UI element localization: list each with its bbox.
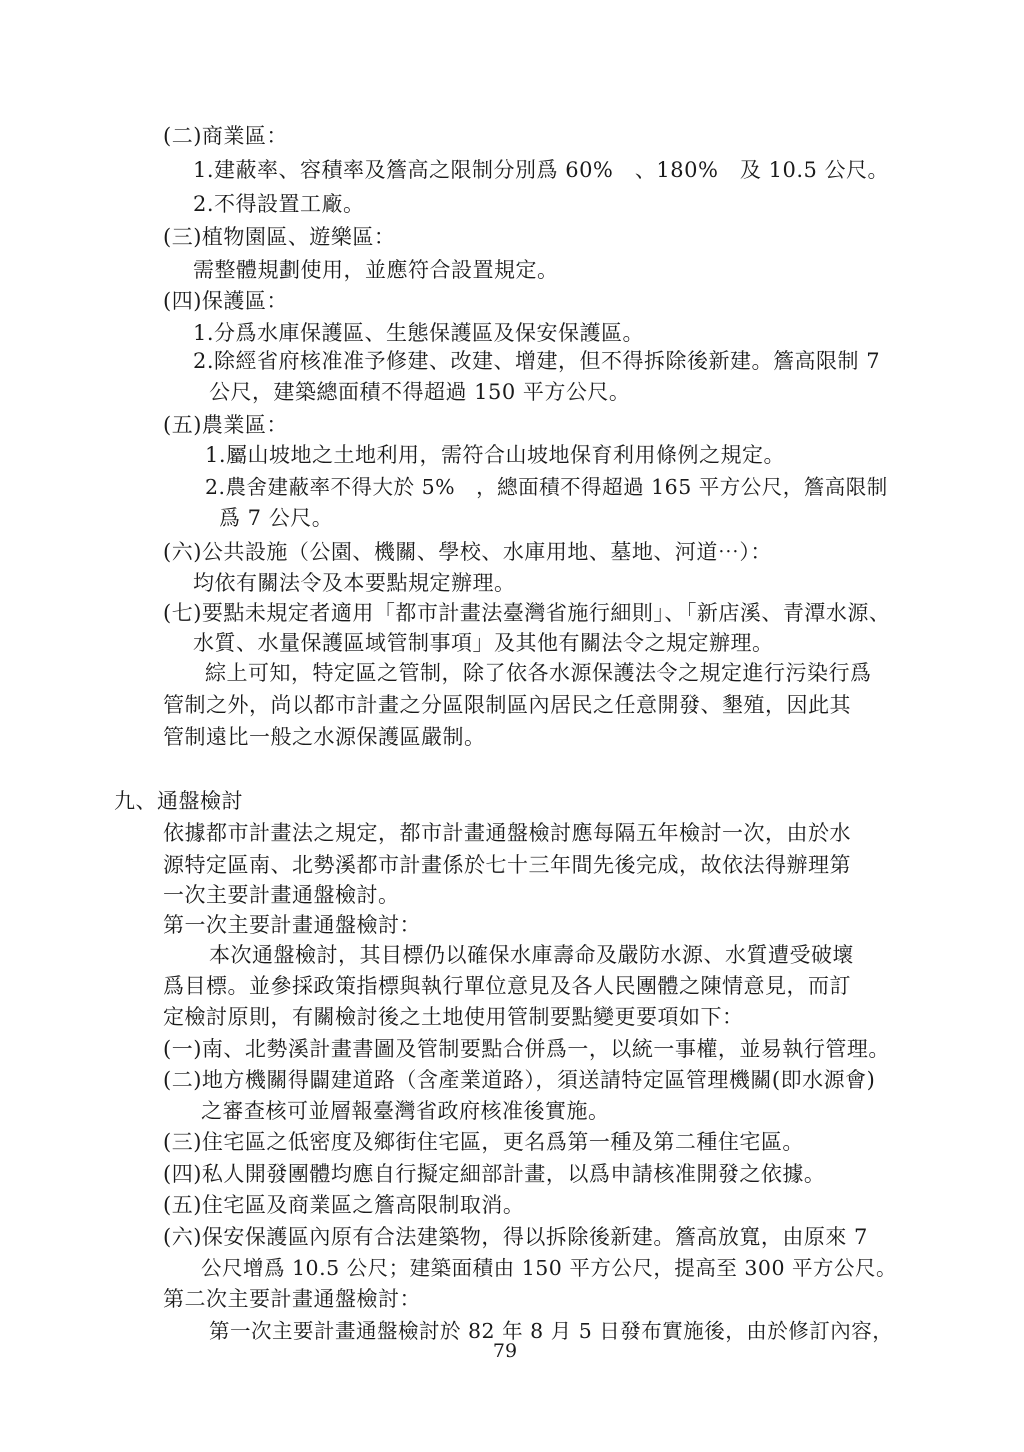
text-line: (四)保護區： [163,289,288,313]
text-line: 1.分爲水庫保護區、生態保護區及保安保護區。 [193,321,645,345]
text-line: 1.屬山坡地之土地利用，需符合山坡地保育利用條例之規定。 [205,443,786,467]
text-line: 需整體規劃使用，並應符合設置規定。 [193,258,559,282]
text-line: 2.不得設置工廠。 [193,192,365,216]
text-line: 第二次主要計畫通盤檢討： [163,1287,421,1311]
text-line: 1.建蔽率、容積率及簷高之限制分別爲 60% 、180% 及 10.5 公尺。 [193,158,890,182]
text-line: (五)住宅區及商業區之簷高限制取消。 [163,1193,525,1217]
text-line: (六)保安保護區內原有合法建築物，得以拆除後新建。簷高放寬，由原來 7 [163,1225,868,1249]
text-line: (二)地方機關得闢建道路（含產業道路），須送請特定區管理機關(即水源會) [163,1068,876,1092]
text-line: 源特定區南、北勢溪都市計畫係於七十三年間先後完成，故依法得辦理第 [163,853,851,877]
text-line: (三)住宅區之低密度及鄉街住宅區，更名爲第一種及第二種住宅區。 [163,1130,804,1154]
text-line: 之審查核可並層報臺灣省政府核准後實施。 [201,1099,610,1123]
text-line: 第一次主要計畫通盤檢討： [163,913,421,937]
text-line: 爲目標。並參採政策指標與執行單位意見及各人民團體之陳情意見，而訂 [163,974,851,998]
text-line: 公尺增爲 10.5 公尺；建築面積由 150 平方公尺，提高至 300 平方公尺。 [201,1256,897,1280]
text-line: 均依有關法令及本要點規定辦理。 [193,571,516,595]
text-line: 定檢討原則，有關檢討後之土地使用管制要點變更要項如下： [163,1005,744,1029]
text-line: 本次通盤檢討，其目標仍以確保水庫壽命及嚴防水源、水質遭受破壞 [209,943,854,967]
text-line: 綜上可知，特定區之管制，除了依各水源保護法令之規定進行污染行爲 [205,661,872,685]
text-line: 2.除經省府核准准予修建、改建、增建，但不得拆除後新建。簷高限制 7 [193,349,881,373]
text-line: (五)農業區： [163,413,288,437]
text-line: (三)植物園區、遊樂區： [163,225,396,249]
text-line: (七)要點未規定者適用「都市計畫法臺灣省施行細則」、「新店溪、青潭水源、 [163,601,891,625]
text-line: (二)商業區： [163,124,288,148]
text-line: 管制遠比一般之水源保護區嚴制。 [163,725,486,749]
text-line: 管制之外，尚以都市計畫之分區限制區內居民之任意開發、墾殖，因此其 [163,693,851,717]
text-line: 公尺，建築總面積不得超過 150 平方公尺。 [209,380,631,404]
text-line: 爲 7 公尺。 [219,506,334,530]
section-heading: 九、通盤檢討 [114,789,243,813]
text-line: 水質、水量保護區域管制事項」及其他有關法令之規定辦理。 [193,631,774,655]
page-number: 79 [492,1340,518,1362]
text-line: (一)南、北勢溪計畫書圖及管制要點合併爲一，以統一事權，並易執行管理。 [163,1037,890,1061]
text-line: (四)私人開發團體均應自行擬定細部計畫，以爲申請核准開發之依據。 [163,1162,826,1186]
text-line: 第一次主要計畫通盤檢討於 82 年 8 月 5 日發布實施後，由於修訂內容， [209,1319,894,1343]
text-line: 依據都市計畫法之規定，都市計畫通盤檢討應每隔五年檢討一次，由於水 [163,821,851,845]
text-line: (六)公共設施（公園、機關、學校、水庫用地、墓地、河道⋯）： [163,540,772,564]
text-line: 一次主要計畫通盤檢討。 [163,883,400,907]
text-line: 2.農舍建蔽率不得大於 5% ，總面積不得超過 165 平方公尺，簷高限制 [205,475,888,499]
